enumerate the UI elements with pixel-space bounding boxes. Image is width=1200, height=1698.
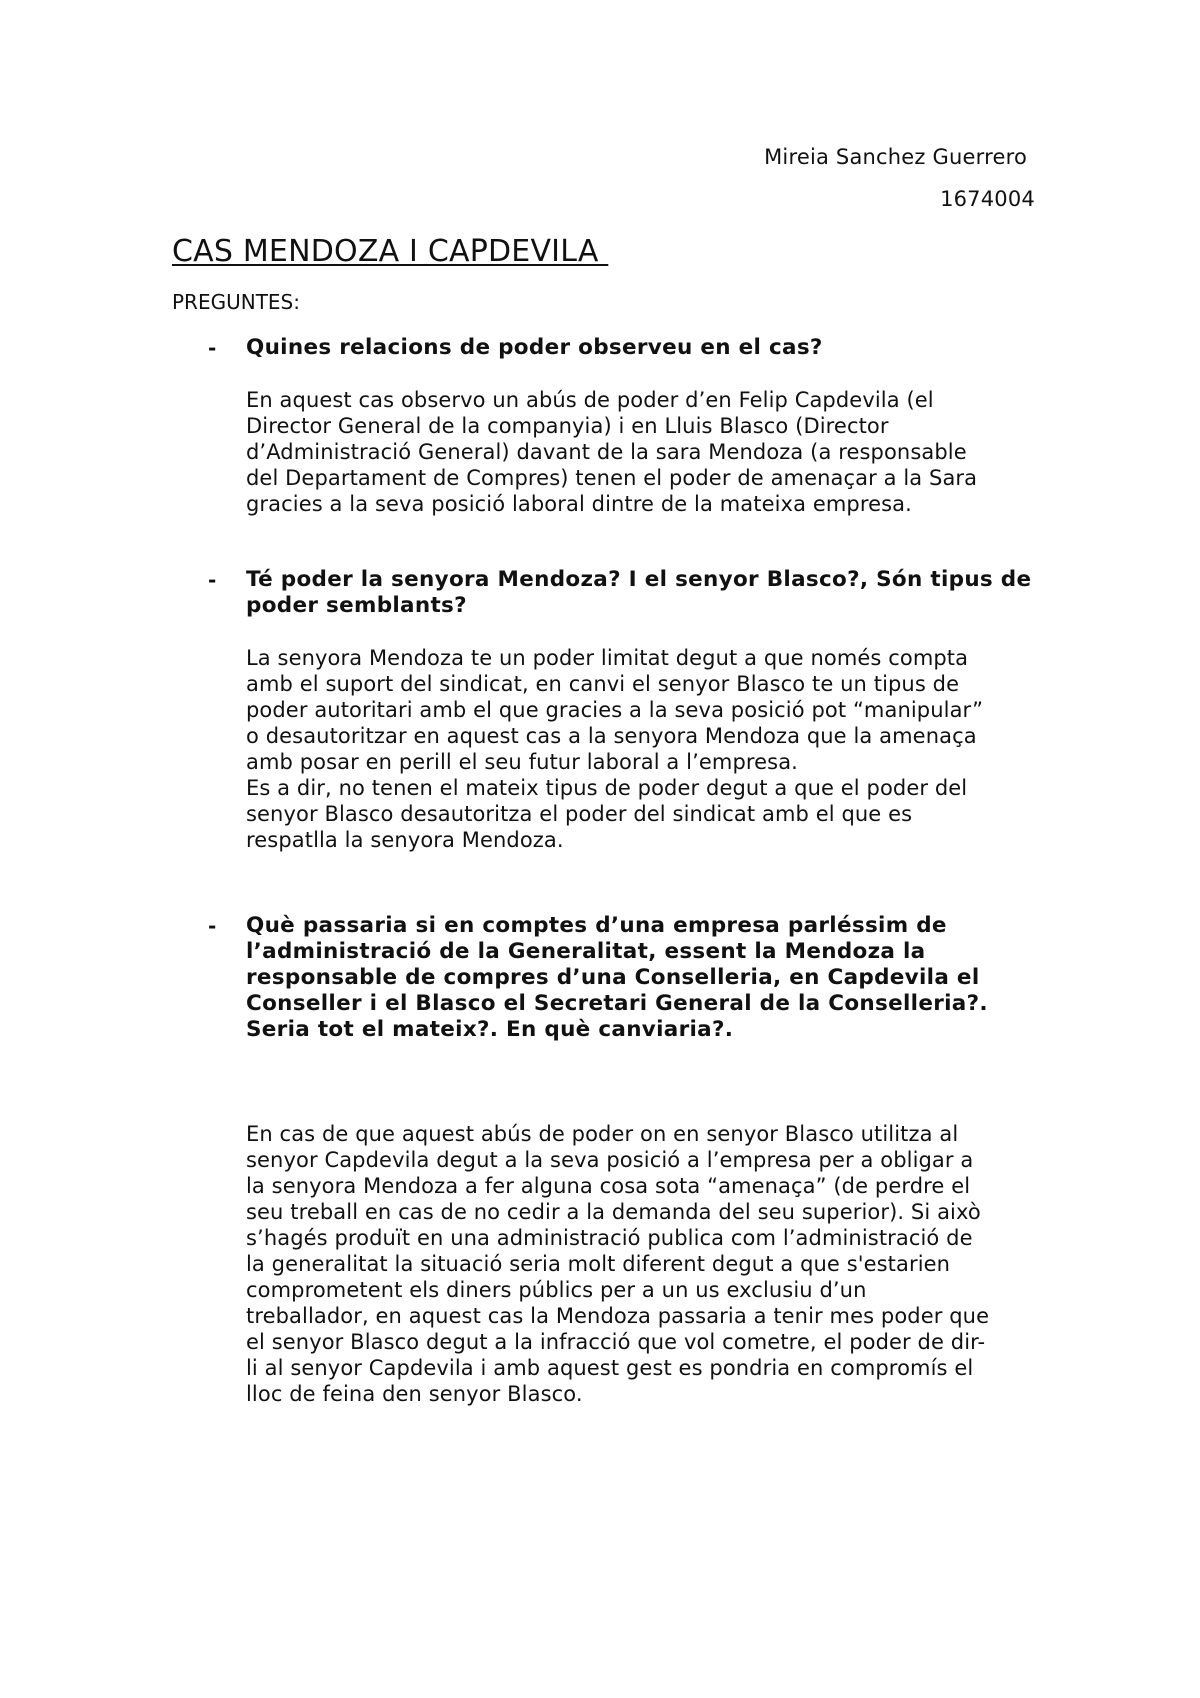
question-text: Quines relacions de poder observeu en el cas? — [246, 335, 823, 360]
bullet-marker: - — [208, 568, 217, 592]
question-item — [172, 913, 1032, 1407]
author-name: Mireia Sanchez Guerrero — [764, 145, 1027, 169]
question-item — [172, 335, 1032, 517]
question-text: Té poder la senyora Mendoza? I el senyor Blasco?, Són tipus de poder semblants? — [246, 567, 1032, 618]
section-heading: PREGUNTES: — [172, 290, 300, 314]
author-block — [764, 142, 1035, 214]
bullet-marker: - — [208, 914, 217, 938]
document-title: CAS MENDOZA I CAPDEVILA — [172, 234, 609, 269]
bullet-marker: - — [208, 336, 217, 360]
student-id: 1674004 — [940, 187, 1035, 211]
answer-text: La senyora Mendoza te un poder limitat degut a que només compta amb el suport del sindicat, en canvi el senyor Blasco te un tipus de poder autoritari amb el que gracies a la seva posició pot “manipular” o desautoritzar en aquest cas a la senyora Mendoza que la amenaça amb posar en perill el seu futur laboral a l’empresa. Es a dir, no tenen el mateix tipus de poder degut a que el poder del senyor Blasco desautoritza el poder del sindicat amb el que es respatlla la senyora Mendoza. — [246, 646, 984, 852]
question-text: Què passaria si en comptes d’una empresa parléssim de l’administració de la Generalitat, essent la Mendoza la responsable de compres d’una Conselleria, en Capdevila el Conseller i el Blasco el Secretari General de la Conselleria?. Seria tot el mateix?. En què canviaria?. — [246, 913, 988, 1042]
answer-text: En cas de que aquest abús de poder on en senyor Blasco utilitza al senyor Capdevila degut a la seva posició a l’empresa per a obligar a la senyora Mendoza a fer alguna cosa sota “amenaça” (de perdre el seu treball en cas de no cedir a la demanda del seu superior). Si això s’hagés produït en una administració publica com l’administració de la generalitat la situació seria molt diferent degut a que s'estarien comprometent els diners públics per a un us exclusiu d’un treballador, en aquest cas la Mendoza passaria a tenir mes poder que el senyor Blasco degut a la infracció que vol cometre, el poder de dir- li al senyor Capdevila i amb aquest gest es pondria en compromís el lloc de feina den senyor Blasco. — [246, 1122, 990, 1406]
question-item — [172, 567, 1032, 853]
answer-text: En aquest cas observo un abús de poder d’en Felip Capdevila (el Director General de la companyia) i en Lluis Blasco (Director d’Administració General) davant de la sara Mendoza (a responsable del Departament de Compres) tenen el poder de amenaçar a la Sara gracies a la seva posició laboral dintre de la mateixa empresa. — [246, 388, 978, 516]
